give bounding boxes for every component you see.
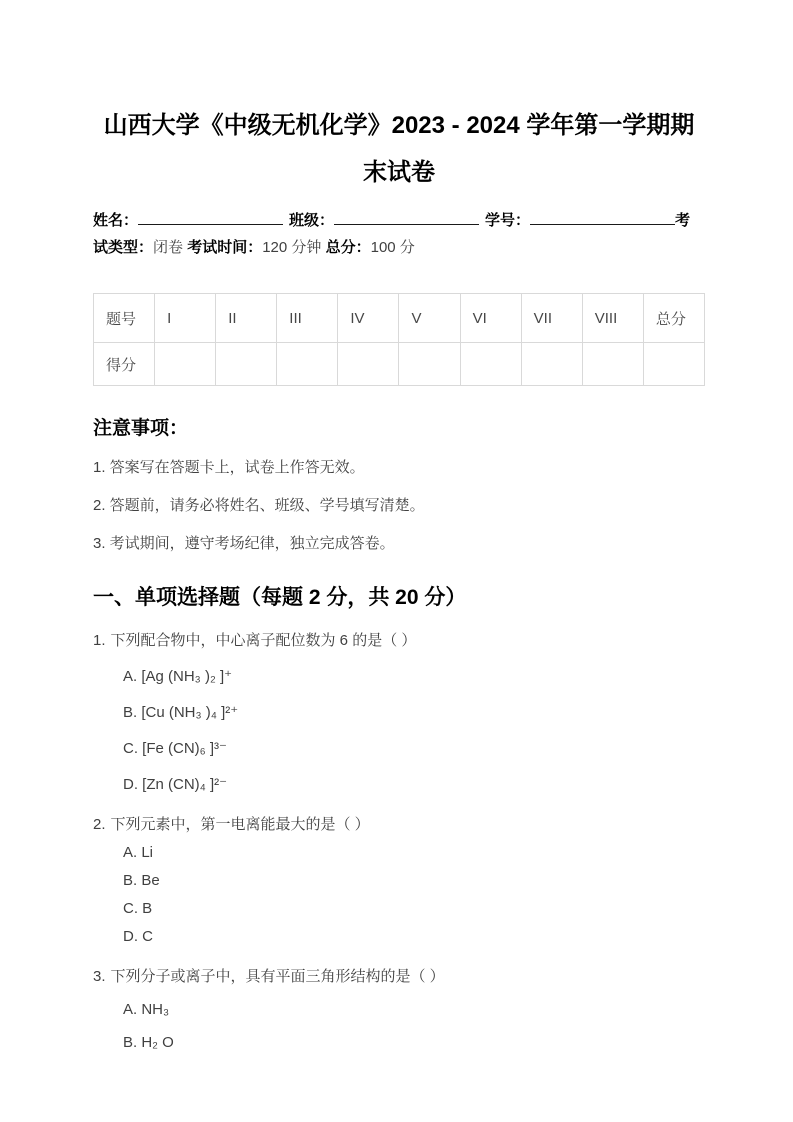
score-table-header-cell: VIII (582, 294, 643, 343)
score-cell (521, 343, 582, 386)
question-list (93, 630, 705, 1053)
name-blank (138, 211, 283, 225)
score-cell (338, 343, 399, 386)
exam-type-value: 闭卷 (153, 239, 184, 257)
total-score-value: 100 分 (370, 239, 415, 257)
page-title: 山西大学《中级无机化学》2023 - 2024 学年第一学期期末试卷 (103, 112, 695, 186)
score-table-header-cell: V (399, 294, 460, 343)
option-item: A. Li (123, 844, 154, 862)
question-text-line (93, 966, 705, 987)
class-label: 班级： (289, 211, 335, 229)
duration-value: 120 分钟 (262, 239, 322, 257)
option-item: B. Be (123, 872, 160, 890)
score-cell (460, 343, 521, 386)
option-item: C. [Fe (CN)₆ ]³⁻ (123, 740, 227, 758)
question-text: 下列元素中，第一电离能最大的是（ ） (110, 816, 370, 834)
duration-label: 考试时间： (187, 239, 263, 257)
option-item: D. [Zn (CN)₄ ]²⁻ (123, 776, 228, 794)
score-row-label: 得分 (94, 343, 155, 386)
student-id-blank (530, 211, 675, 225)
score-cell (216, 343, 277, 386)
score-cell (277, 343, 338, 386)
question-text-line (93, 814, 705, 835)
student-id-label: 学号： (485, 211, 531, 229)
question (93, 966, 705, 1053)
question-number: 1. (93, 632, 106, 650)
question-options (93, 666, 705, 795)
question (93, 814, 705, 947)
class-blank (334, 211, 479, 225)
question-text: 下列配合物中，中心离子配位数为 6 的是（ ） (110, 632, 417, 650)
score-table-header-cell: VII (521, 294, 582, 343)
score-cell (582, 343, 643, 386)
question-text-line (93, 630, 705, 651)
score-cell (399, 343, 460, 386)
exam-type-label: 考试类型： (93, 211, 691, 257)
score-table-corner-cell: 题号 (94, 294, 155, 343)
question (93, 630, 705, 795)
student-info (93, 207, 705, 263)
notice-item: 1. 答案写在答题卡上，试卷上作答无效。 (93, 459, 365, 477)
score-table-header-cell: I (155, 294, 216, 343)
notice-item: 2. 答题前，请务必将姓名、班级、学号填写清楚。 (93, 497, 425, 515)
score-table-header-cell: IV (338, 294, 399, 343)
score-table (93, 293, 705, 386)
question-number: 2. (93, 816, 106, 834)
option-item: A. [Ag (NH₃ )₂ ]⁺ (123, 668, 233, 686)
score-table-header-cell: VI (460, 294, 521, 343)
option-item: B. [Cu (NH₃ )₄ ]²⁺ (123, 704, 239, 722)
question-options (93, 842, 705, 947)
option-item: A. NH₃ (123, 1001, 170, 1019)
name-label: 姓名： (93, 211, 139, 229)
score-table-header-row (94, 294, 705, 343)
score-table-header-cell: III (277, 294, 338, 343)
option-item: D. C (123, 928, 153, 946)
option-item: B. H₂ O (123, 1034, 174, 1052)
question-options (93, 999, 705, 1053)
question-text: 下列分子或离子中，具有平面三角形结构的是（ ） (110, 968, 445, 986)
notice-list (93, 457, 705, 554)
notice-heading: 注意事项： (93, 418, 189, 440)
notice-item: 3. 考试期间，遵守考场纪律，独立完成答卷。 (93, 535, 395, 553)
score-cell (155, 343, 216, 386)
score-table-score-row (94, 343, 705, 386)
score-table-header-cell: II (216, 294, 277, 343)
section-heading: 一、单项选择题（每题 2 分，共 20 分） (93, 586, 467, 610)
total-score-label: 总分： (325, 239, 371, 257)
option-item: C. B (123, 900, 153, 918)
score-table-header-cell: 总分 (643, 294, 704, 343)
question-number: 3. (93, 968, 106, 986)
score-cell (643, 343, 704, 386)
